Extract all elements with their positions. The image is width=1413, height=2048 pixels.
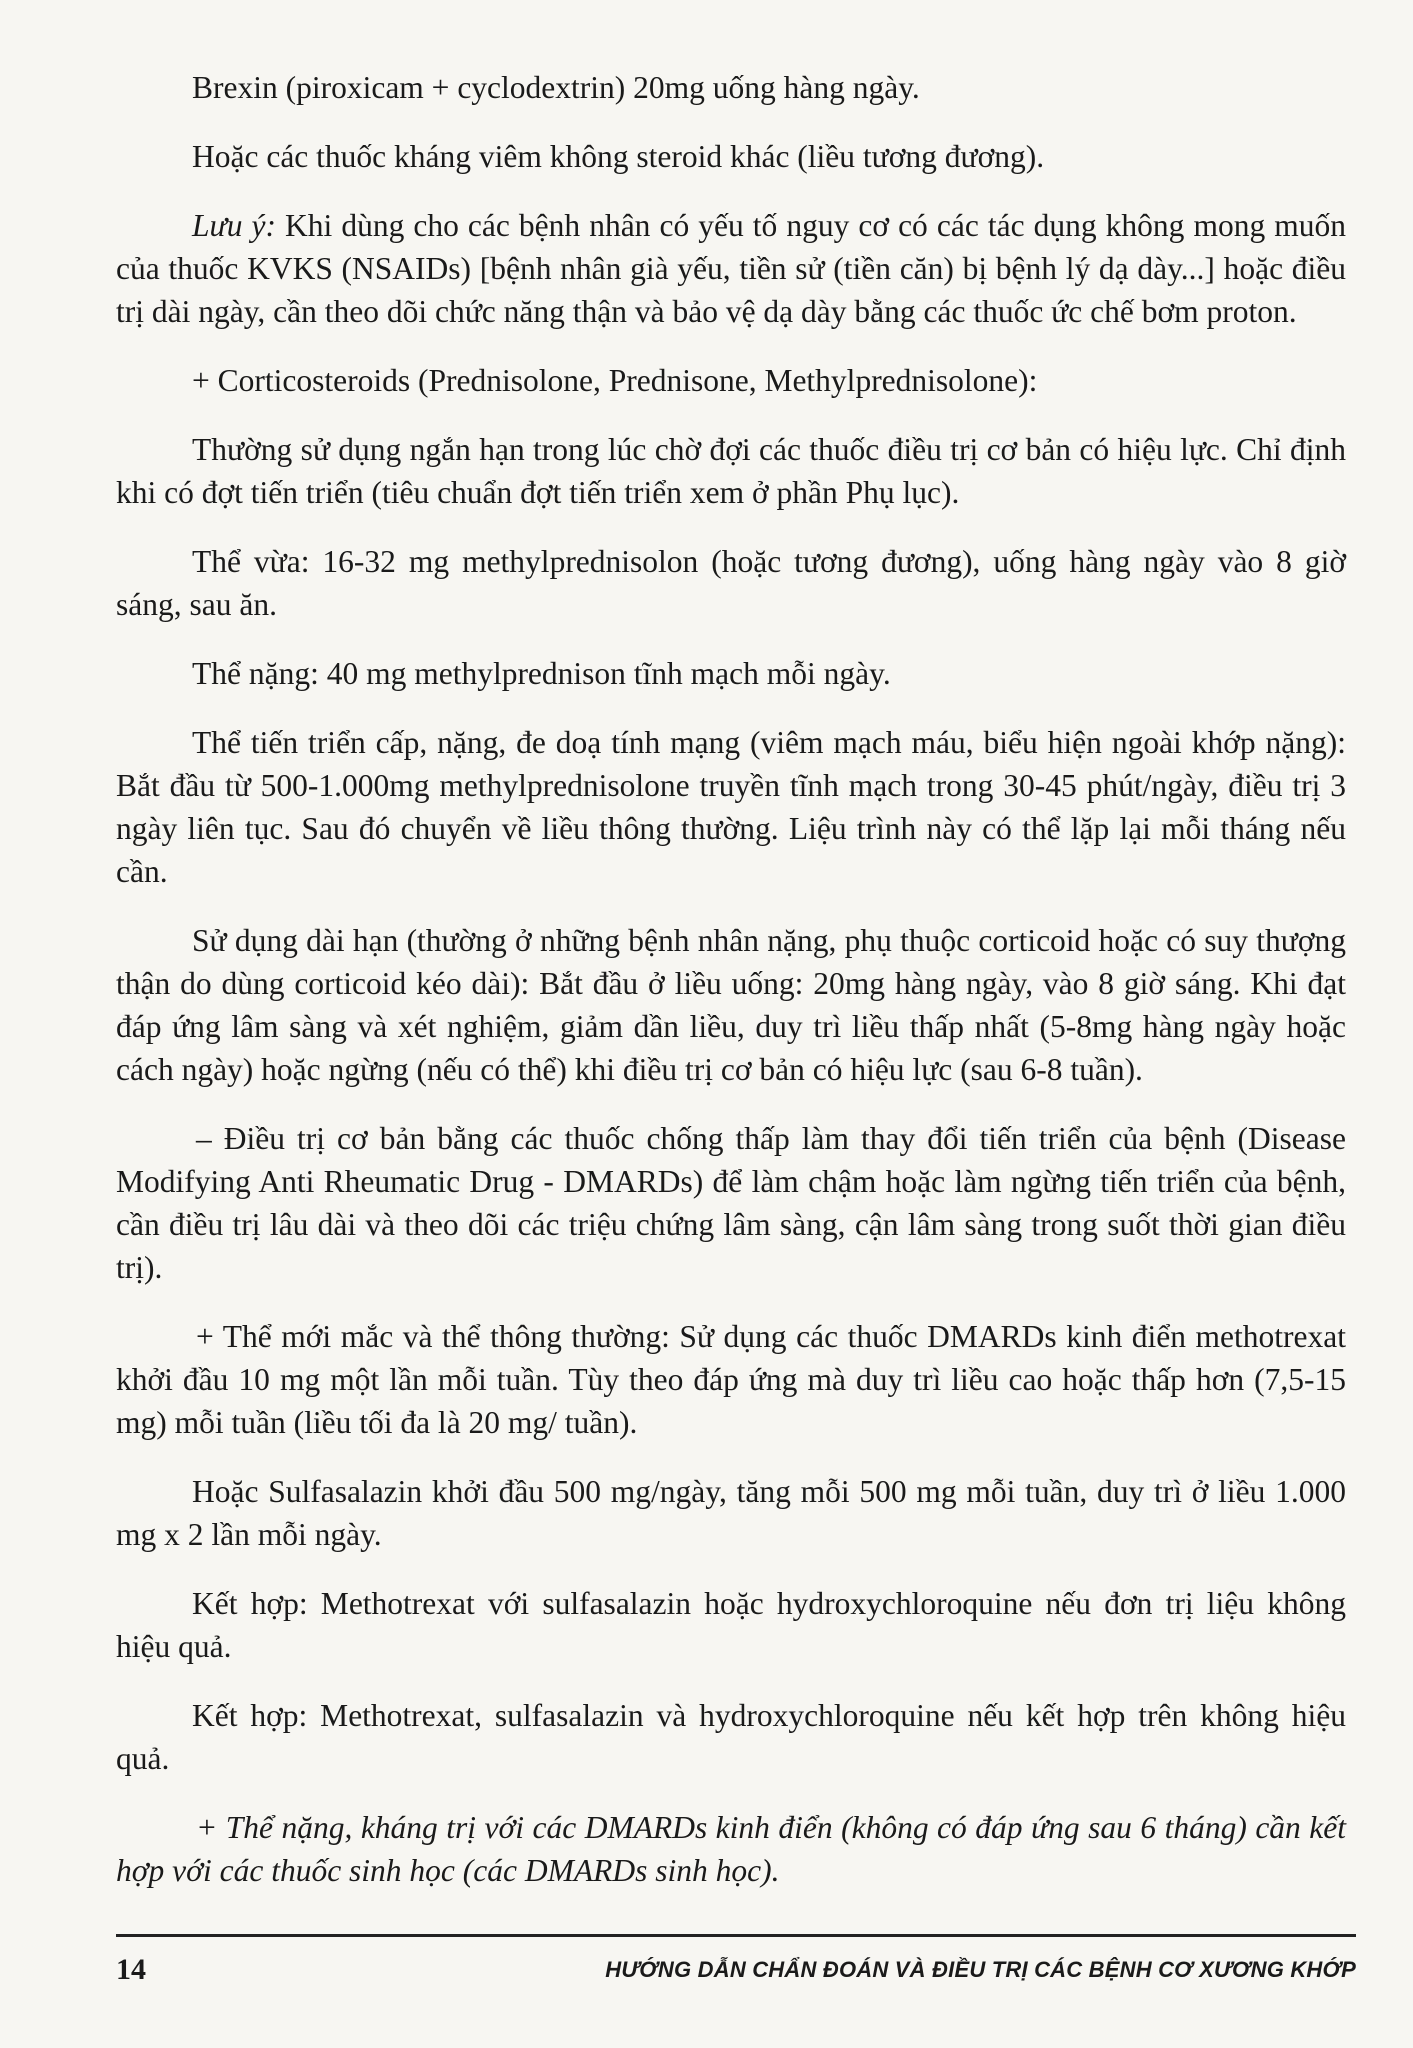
page-footer (116, 1950, 1356, 1990)
paragraph-moderate-form: Thể vừa: 16-32 mg methylprednisolon (hoặc tương đương), uống hàng ngày vào 8 giờ sáng, sau ăn. (116, 544, 1346, 622)
paragraph-long-term-use: Sử dụng dài hạn (thường ở những bệnh nhân nặng, phụ thuộc corticoid hoặc có suy thượng thận do dùng corticoid kéo dài): Bắt đầu ở liều uống: 20mg hàng ngày, vào 8 giờ sáng. Khi đạt đáp ứng lâm sàng và xét nghiệm, giảm dần liều, duy trì liều thấp nhất (5-8mg hàng ngày hoặc cách ngày) hoặc ngừng (nếu có thể) khi điều trị cơ bản có hiệu lực (sau 6-8 tuần). (116, 923, 1346, 1087)
paragraph-sulfasalazin: Hoặc Sulfasalazin khởi đầu 500 mg/ngày, tăng mỗi 500 mg mỗi tuần, duy trì ở liều 1.000 mg x 2 lần mỗi ngày. (116, 1474, 1346, 1552)
paragraph-short-term-use: Thường sử dụng ngắn hạn trong lúc chờ đợi các thuốc điều trị cơ bản có hiệu lực. Chỉ định khi có đợt tiến triển (tiêu chuẩn đợt tiến triển xem ở phần Phụ lục). (116, 432, 1346, 510)
paragraph-brexin: Brexin (piroxicam + cyclodextrin) 20mg uống hàng ngày. (192, 70, 920, 105)
paragraph-combination-2: Kết hợp: Methotrexat, sulfasalazin và hydroxychloroquine nếu kết hợp trên không hiệu quả. (116, 1698, 1346, 1776)
paragraph-corticosteroids-heading: + Corticosteroids (Prednisolone, Prednisone, Methylprednisolone): (192, 363, 1038, 398)
paragraph-new-onset-form: + Thể mới mắc và thể thông thường: Sử dụng các thuốc DMARDs kinh điển methotrexat khởi đầu 10 mg một lần mỗi tuần. Tùy theo đáp ứng mà duy trì liều cao hoặc thấp hơn (7,5-15 mg) mỗi tuần (liều tối đa là 20 mg/ tuần). (116, 1319, 1346, 1440)
page-body (116, 66, 1346, 1918)
footer-divider (116, 1934, 1356, 1937)
book-title: HƯỚNG DẪN CHẨN ĐOÁN VÀ ĐIỀU TRỊ CÁC BỆNH CƠ XƯƠNG KHỚP (605, 1957, 1356, 1982)
note-text: Khi dùng cho các bệnh nhân có yếu tố nguy cơ có các tác dụng không mong muốn của thuốc KVKS (NSAIDs) [bệnh nhân già yếu, tiền sử (tiền căn) bị bệnh lý dạ dày...] hoặc điều trị dài ngày, cần theo dõi chức năng thận và bảo vệ dạ dày bằng các thuốc ức chế bơm proton. (116, 208, 1347, 329)
paragraph-note (116, 204, 1346, 333)
paragraph-dmards-basic-treatment: – Điều trị cơ bản bằng các thuốc chống thấp làm thay đổi tiến triển của bệnh (Disease Modifying Anti Rheumatic Drug - DMARDs) để làm chậm hoặc làm ngừng tiến triển của bệnh, cần điều trị lâu dài và theo dõi các triệu chứng lâm sàng, cận lâm sàng trong suốt thời gian điều trị). (116, 1121, 1346, 1285)
paragraph-severe-form: Thể nặng: 40 mg methylprednison tĩnh mạch mỗi ngày. (192, 656, 891, 691)
paragraph-refractory-form: + Thể nặng, kháng trị với các DMARDs kinh điển (không có đáp ứng sau 6 tháng) cần kết hợp với các thuốc sinh học (các DMARDs sinh học). (116, 1810, 1346, 1888)
page-number: 14 (116, 1953, 146, 1986)
paragraph-combination-1: Kết hợp: Methotrexat với sulfasalazin hoặc hydroxychloroquine nếu đơn trị liệu không hiệu quả. (116, 1586, 1346, 1664)
note-label: Lưu ý: (192, 208, 276, 243)
paragraph-acute-severe-form: Thể tiến triển cấp, nặng, đe doạ tính mạng (viêm mạch máu, biểu hiện ngoài khớp nặng): Bắt đầu từ 500-1.000mg methylprednisolone truyền tĩnh mạch trong 30-45 phút/ngày, điều trị 3 ngày liên tục. Sau đó chuyển về liều thông thường. Liệu trình này có thể lặp lại mỗi tháng nếu cần. (116, 725, 1346, 889)
paragraph-nsaids-alt: Hoặc các thuốc kháng viêm không steroid khác (liều tương đương). (192, 139, 1045, 174)
